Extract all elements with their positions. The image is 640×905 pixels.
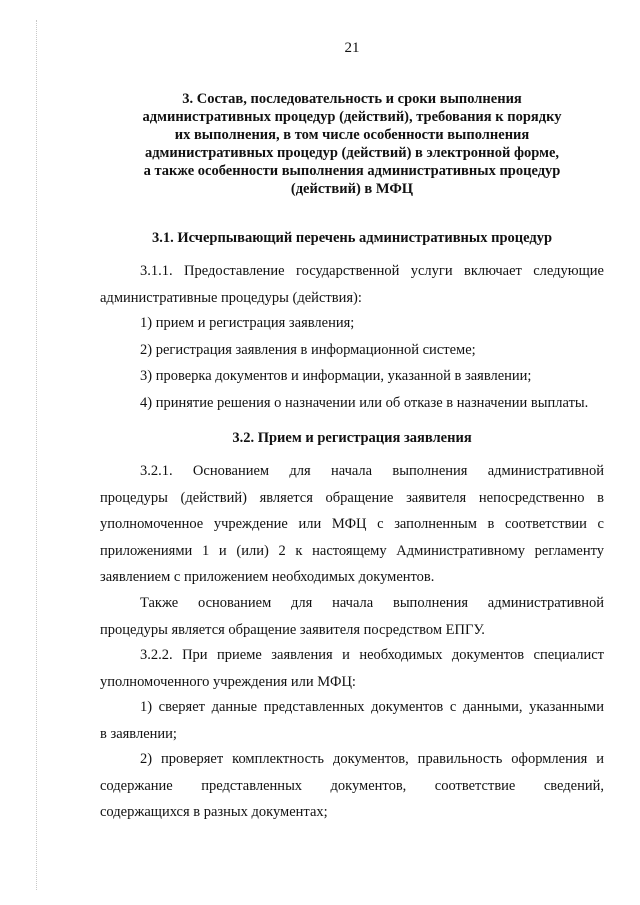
paragraph-item-2	[100, 746, 604, 826]
paragraph-line: уполномоченное учреждение или МФЦ с заполненным в соответствии с	[100, 516, 604, 532]
section-title-line: (действий) в МФЦ	[290, 181, 414, 197]
subsection-heading-3-2: 3.2. Прием и регистрация заявления	[232, 430, 472, 446]
paragraph-line: 3.1.1. Предоставление государственной услуги включает следующие	[140, 263, 604, 279]
paragraph-line: заявлением с приложением необходимых документов.	[100, 569, 435, 585]
procedure-list	[100, 310, 604, 416]
paragraph-also	[100, 590, 604, 643]
section-title-line: административных процедур (действий), требования к порядку	[142, 109, 562, 125]
paragraph-3-1-1	[100, 258, 604, 311]
list-item: 2) регистрация заявления в информационной системе;	[140, 341, 476, 358]
document-page	[100, 0, 604, 905]
section-title-line: их выполнения, в том числе особенности выполнения	[174, 127, 530, 143]
section-title	[100, 90, 604, 198]
list-item: 1) прием и регистрация заявления;	[140, 315, 355, 331]
paragraph-line: в заявлении;	[100, 725, 177, 742]
paragraph-item-1	[100, 694, 604, 747]
paragraph-line: содержание представленных документов, соответствие сведений,	[100, 777, 604, 794]
scan-edge-line	[36, 20, 37, 890]
paragraph-line: процедуры (действий) является обращение заявителя непосредственно в	[100, 489, 604, 506]
paragraph-line: процедуры является обращение заявителя посредством ЕПГУ.	[100, 621, 485, 638]
page-number: 21	[344, 40, 360, 56]
paragraph-3-2-1	[100, 458, 604, 591]
subsection-heading-3-1: 3.1. Исчерпывающий перечень административных процедур	[151, 230, 553, 246]
paragraph-line: Также основанием для начала выполнения административной	[140, 595, 604, 611]
paragraph-line: содержащихся в разных документах;	[100, 804, 328, 820]
section-title-line: административных процедур (действий) в электронной форме,	[144, 145, 560, 161]
paragraph-3-2-2	[100, 642, 604, 695]
section-title-line: 3. Состав, последовательность и сроки выполнения	[182, 91, 522, 107]
paragraph-line: уполномоченного учреждения или МФЦ:	[100, 673, 356, 690]
list-item: 3) проверка документов и информации, указанной в заявлении;	[140, 368, 532, 384]
paragraph-line: административные процедуры (действия):	[100, 289, 362, 306]
section-title-line: а также особенности выполнения административных процедур	[143, 163, 561, 179]
paragraph-line: 1) сверяет данные представленных документов с данными, указанными	[140, 699, 604, 715]
paragraph-line: 3.2.1. Основанием для начала выполнения административной	[140, 463, 604, 479]
paragraph-line: приложениями 1 и (или) 2 к настоящему Административному регламенту	[100, 542, 604, 559]
paragraph-line: 3.2.2. При приеме заявления и необходимых документов специалист	[140, 647, 604, 663]
list-item: 4) принятие решения о назначении или об отказе в назначении выплаты.	[140, 394, 589, 411]
paragraph-line: 2) проверяет комплектность документов, правильность оформления и	[140, 751, 604, 767]
